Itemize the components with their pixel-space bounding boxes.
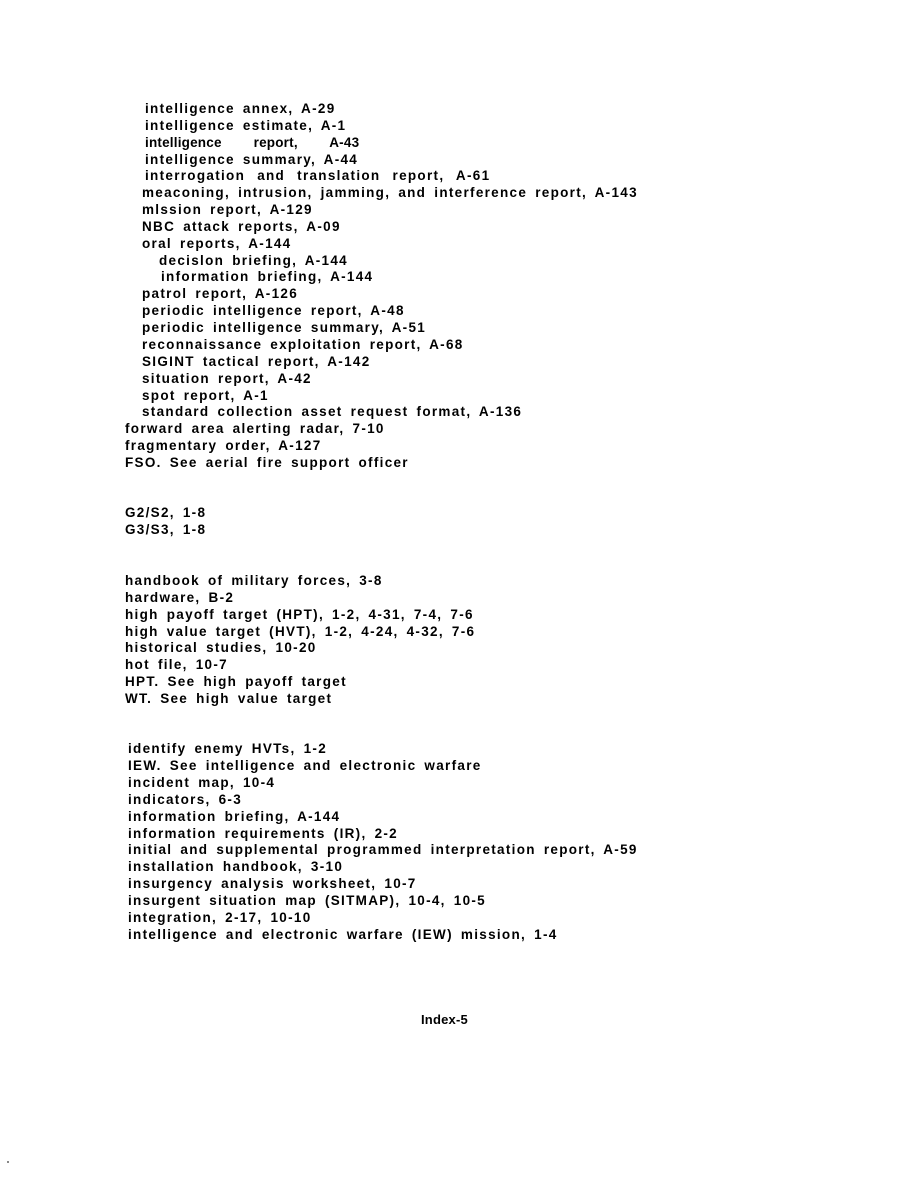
index-entry: high value target (HVT), 1-2, 4-24, 4-32, 7-6 (125, 624, 476, 639)
index-entry: periodic intelligence summary, A-51 (142, 320, 427, 335)
index-entry: information requirements (IR), 2-2 (128, 826, 398, 841)
index-entry: spot report, A-1 (142, 388, 269, 403)
index-entry: G3/S3, 1-8 (125, 522, 207, 537)
index-entry: patrol report, A-126 (142, 286, 299, 301)
index-entry: intelligence summary, A-44 (145, 152, 359, 167)
index-entry: intelligence estimate, A-1 (145, 118, 347, 133)
index-entry: interrogation and translation report, A-61 (145, 168, 491, 183)
index-entry: historical studies, 10-20 (125, 640, 317, 655)
index-entry: mlssion report, A-129 (142, 202, 313, 217)
index-entry: integration, 2-17, 10-10 (128, 910, 312, 925)
index-entry: insurgent situation map (SITMAP), 10-4, 10-5 (128, 893, 486, 908)
page-number: Index-5 (421, 1012, 468, 1027)
index-entry: identify enemy HVTs, 1-2 (128, 741, 327, 756)
index-entry: information briefing, A-144 (128, 809, 341, 824)
index-entry: G2/S2, 1-8 (125, 505, 207, 520)
index-entry: installation handbook, 3-10 (128, 859, 344, 874)
index-sub-entry: information briefing, A-144 (161, 269, 374, 284)
index-entry: incident map, 10-4 (128, 775, 276, 790)
index-entry: forward area alerting radar, 7-10 (125, 421, 385, 436)
index-entry: periodic intelligence report, A-48 (142, 303, 405, 318)
index-entry: handbook of military forces, 3-8 (125, 573, 383, 588)
index-entry: intelligence and electronic warfare (IEW) mission, 1-4 (128, 927, 558, 942)
index-entry: high payoff target (HPT), 1-2, 4-31, 7-4, 7-6 (125, 607, 474, 622)
index-entry: hardware, B-2 (125, 590, 235, 605)
index-entry: IEW. See intelligence and electronic warfare (128, 758, 482, 773)
index-entry: situation report, A-42 (142, 371, 312, 386)
index-entry: fragmentary order, A-127 (125, 438, 322, 453)
index-entry: WT. See high value target (125, 691, 333, 706)
index-entry: meaconing, intrusion, jamming, and interference report, A-143 (142, 185, 638, 200)
index-entry: FSO. See aerial fire support officer (125, 455, 409, 470)
index-entry: intelligence report, A-43 (145, 135, 360, 150)
index-entry: oral reports, A-144 (142, 236, 292, 251)
index-entry: initial and supplemental programmed interpretation report, A-59 (128, 842, 638, 857)
index-entry: reconnaissance exploitation report, A-68 (142, 337, 464, 352)
index-entry: standard collection asset request format, A-136 (142, 404, 523, 419)
index-entry: hot file, 10-7 (125, 657, 228, 672)
index-sub-entry: decislon briefing, A-144 (159, 253, 348, 268)
index-entry: indicators, 6-3 (128, 792, 243, 807)
index-entry: insurgency analysis worksheet, 10-7 (128, 876, 417, 891)
index-entry: NBC attack reports, A-09 (142, 219, 341, 234)
scan-speck (7, 1161, 9, 1163)
index-entry: intelligence annex, A-29 (145, 101, 336, 116)
index-entry: HPT. See high payoff target (125, 674, 347, 689)
index-entry: SIGINT tactical report, A-142 (142, 354, 371, 369)
